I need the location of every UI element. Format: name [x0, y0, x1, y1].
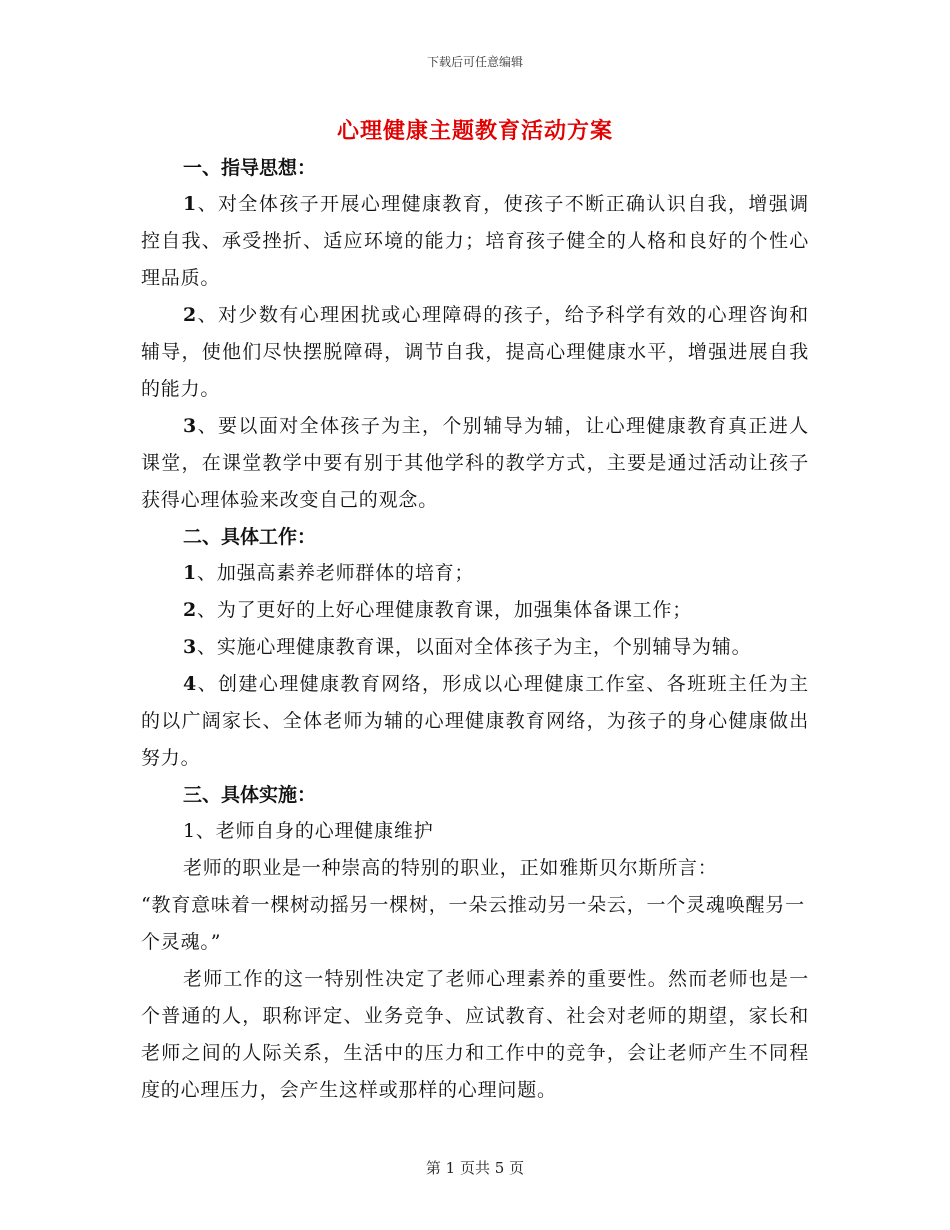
paragraph-text: 、加强高素养老师群体的培育； — [197, 562, 475, 584]
paragraph-2-1 — [141, 555, 809, 592]
section-heading-1: 一、指导思想： — [183, 157, 317, 179]
paragraph-text: 、对全体孩子开展心理健康教育，使孩子不断正确认识自我，增强调控自我、承受挫折、适应环境的能力；培育孩子健全的人格和良好的个性心理品质。 — [141, 193, 809, 289]
document-title: 心理健康主题教育活动方案 — [336, 118, 613, 144]
paragraph-text: 、对少数有心理困扰或心理障碍的孩子，给予科学有效的心理咨询和辅导，使他们尽快摆脱障碍，调节自我，提高心理健康水平，增强进展自我的能力。 — [141, 304, 809, 400]
document-body — [141, 150, 809, 1109]
paragraph-number: 2 — [183, 304, 198, 326]
subheading-3-1: 1、老师自身的心理健康维护 — [183, 820, 434, 842]
paragraph-number: 2 — [183, 599, 198, 621]
paragraph-text: 、创建心理健康教育网络，形成以心理健康工作室、各班班主任为主的以广阔家长、全体老师为辅的心理健康教育网络，为孩子的身心健康做出努力。 — [141, 673, 809, 769]
section-heading-2: 二、具体工作： — [183, 526, 317, 548]
paragraph-number: 3 — [183, 636, 198, 658]
paragraph-3-2: 老师工作的这一特别性决定了老师心理素养的重要性。然而老师也是一个普通的人，职称评定、业务竞争、应试教育、社会对老师的期望，家长和老师之间的人际关系，生活中的压力和工作中的竞争，会让老师产生不同程度的心理压力，会产生这样或那样的心理问题。 — [141, 968, 809, 1101]
paragraph-text: 、实施心理健康教育课，以面对全体孩子为主，个别辅导为辅。 — [197, 636, 752, 658]
page-footer: 第 1 页共 5 页 — [425, 1159, 525, 1177]
paragraph-2-3 — [141, 629, 809, 666]
paragraph-3-1: 老师的职业是一种崇高的特别的职业，正如雅斯贝尔斯所言： — [183, 857, 718, 879]
paragraph-number: 1 — [183, 562, 198, 584]
paragraph-2-2 — [141, 592, 809, 629]
paragraph-text: 、为了更好的上好心理健康教育课，加强集体备课工作； — [197, 599, 693, 621]
paragraph-2-4 — [141, 666, 809, 777]
paragraph-1-3 — [141, 408, 809, 519]
paragraph-1-2 — [141, 297, 809, 408]
quote-paragraph: “教育意味着一棵树动摇另一棵树，一朵云推动另一朵云，一个灵魂唤醒另一个灵魂。” — [141, 894, 805, 953]
paragraph-number: 1 — [183, 193, 198, 215]
paragraph-1-1 — [141, 186, 809, 297]
paragraph-number: 4 — [183, 673, 198, 695]
header-note: 下载后可任意编辑 — [426, 55, 523, 69]
paragraph-text: 、要以面对全体孩子为主，个别辅导为辅，让心理健康教育真正进人课堂，在课堂教学中要有别于其他学科的教学方式，主要是通过活动让孩子获得心理体验来改变自己的观念。 — [141, 415, 809, 511]
paragraph-number: 3 — [183, 415, 198, 437]
section-heading-3: 三、具体实施： — [183, 784, 317, 806]
